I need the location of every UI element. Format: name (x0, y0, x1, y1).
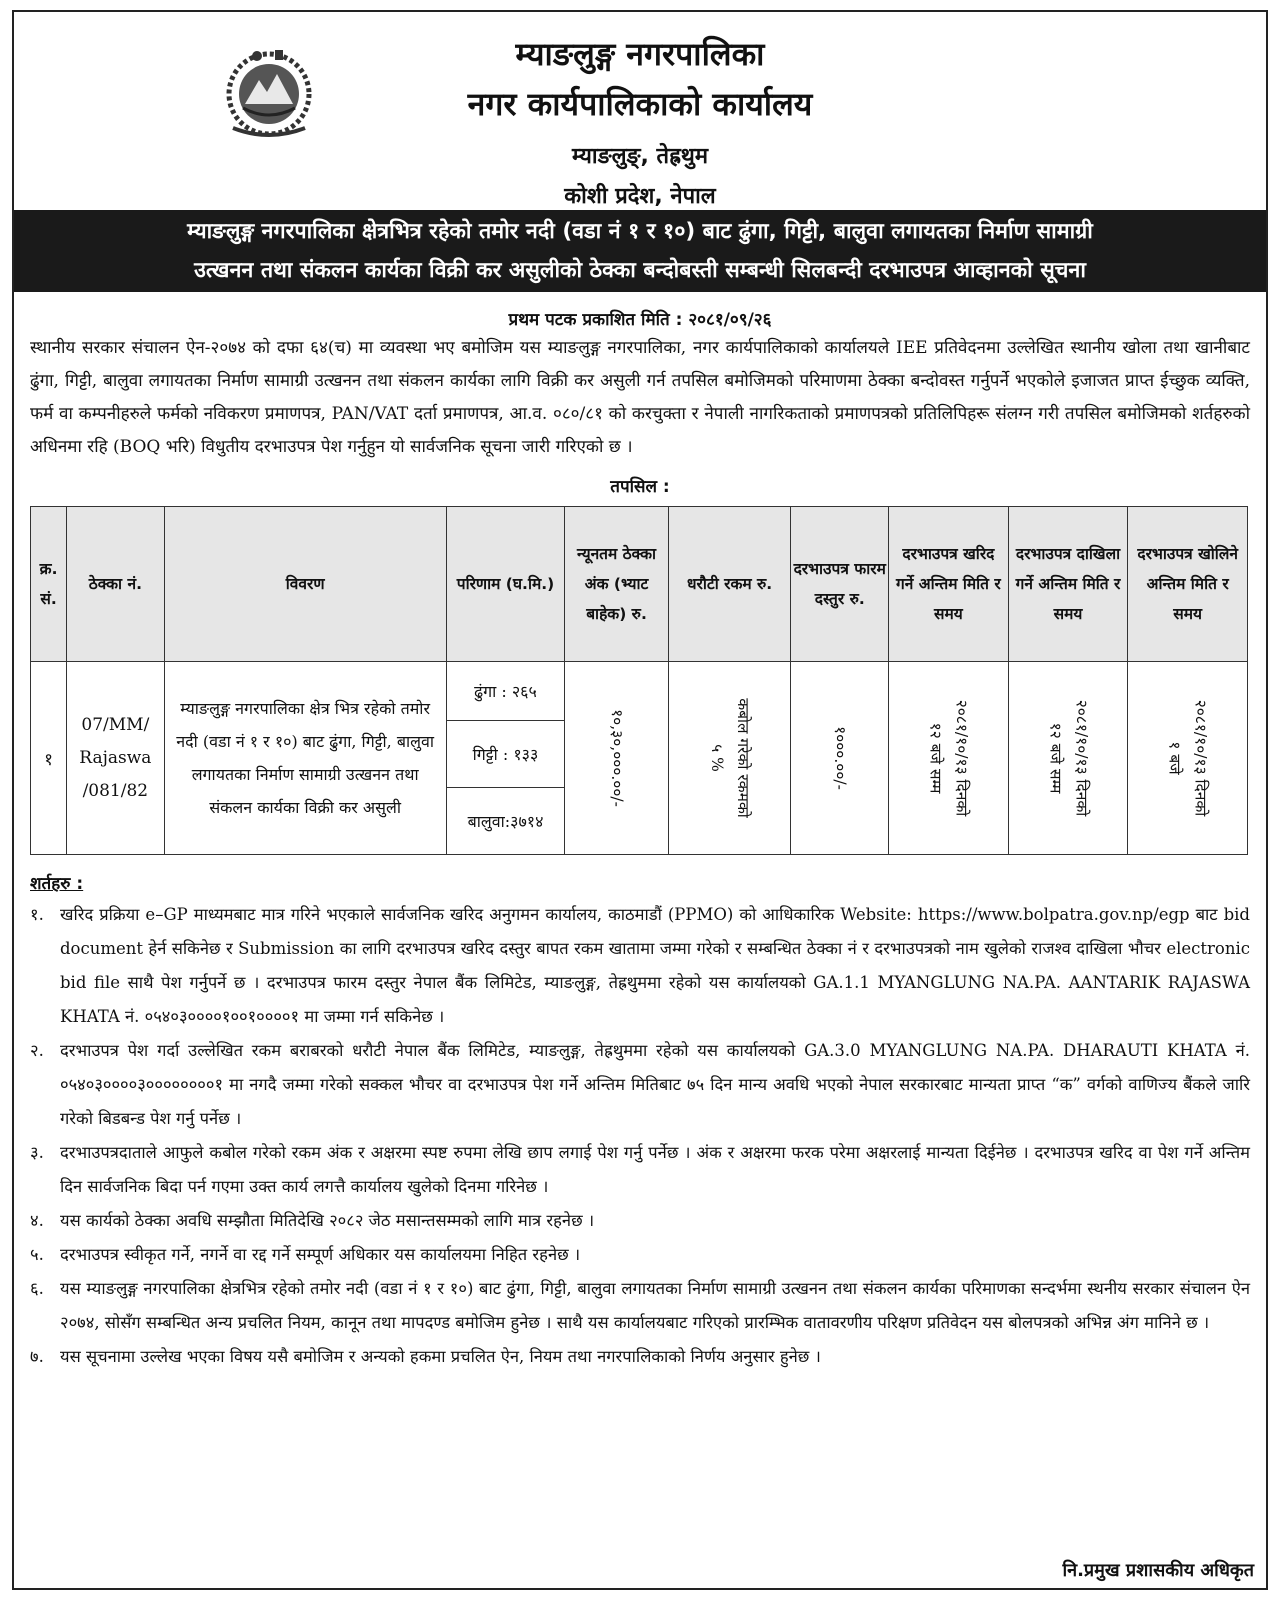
intro-paragraph: स्थानीय सरकार संचालन ऐन-२०७४ को दफा ६४(च) मा व्यवस्था भए बमोजिम यस म्याङलुङ्ग नगरपालिका, नगर कार्यपालिकाको कार्यालयले IEE प्रतिवेदनमा उल्लेखित स्थानीय खोला तथा खानीबाट ढुंगा, गिट्टी, बालुवा लगायतका निर्माण सामाग्री उत्खनन तथा संकलन कार्यका लागि विक्री कर असुली गर्न तपसिल बमोजिमको परिमाणमा ठेक्का बन्दोवस्त गर्नुपर्ने भएकोले इजाजत प्राप्त ईच्छुक व्यक्ति, फर्म वा कम्पनीहरुले फर्मको नविकरण प्रमाणपत्र, PAN/VAT दर्ता प्रमाणपत्र, आ.व. ०८०/८१ को करचुक्ता र नेपाली नागरिकताको प्रमाणपत्रको प्रतिलिपिहरू संलग्न गरी तपसिल बमोजिमको शर्तहरुको अधिनमा रहि (BOQ भरि) विधुतीय दरभाउपत्र पेश गर्नुहुन यो सार्वजनिक सूचना जारी गरिएको छ । (30, 338, 1250, 457)
term-number: १. (30, 905, 44, 924)
header-purchase-deadline: दरभाउपत्र खरिद गर्ने अन्तिम मिति र समय (889, 507, 1009, 662)
notice-page (12, 10, 1268, 1590)
cell-submit-deadline (1008, 662, 1128, 855)
list-item (30, 1272, 1250, 1340)
header-sn: क्र. सं. (31, 507, 67, 662)
office-subtitle: नगर कार्यपालिकाको कार्यालय (467, 85, 813, 123)
cell-description: म्याङलुङ्ग नगरपालिका क्षेत्र भित्र रहेको तमोर नदी (वडा नं १ र १०) बाट ढुंगा, गिट्टी, बालुवा लगायतका निर्माण सामाग्री उत्खनन तथा संकलन कार्यका विक्री कर असुली (164, 662, 446, 855)
header-form-fee: दरभाउपत्र फारम दस्तुर रु. (791, 507, 889, 662)
list-item (30, 1238, 1250, 1272)
term-text: दरभाउपत्र पेश गर्दा उल्लेखित रकम बराबरको धरौटी नेपाल बैंक लिमिटेड, म्याङलुङ्ग, तेह्रथुममा रहेको यस कार्यालयको GA.3.0 MYANGLUNG NA.PA. DHARAUTI KHATA नं. ०५४०३००००३००००००००१ मा नगदै जम्मा गरेको सक्कल भौचर वा दरभाउपत्र पेश गर्ने अन्तिम मितिबाट ७५ दिन मान्य अवधि भएको नेपाल सरकारबाट मान्यता प्राप्त “क” वर्गको वाणिज्य बैंकले जारि गरेको बिडबन्ड पेश गर्नु पर्नेछ । (60, 1041, 1250, 1128)
header-open-date: दरभाउपत्र खोलिने अन्तिम मिति र समय (1128, 507, 1248, 662)
letterhead (14, 12, 1266, 210)
cell-min-amount (565, 662, 669, 855)
term-number: ३. (30, 1143, 44, 1162)
list-item (30, 1204, 1250, 1238)
cell-quantity-stone: ढुंगा : २६५ (446, 662, 564, 721)
list-item (30, 898, 1250, 1034)
cell-quantity-gravel: गिट्टी : १३३ (446, 721, 564, 788)
open-date-text (1162, 700, 1214, 817)
header-deposit: धरौटी रकम रु. (668, 507, 791, 662)
header-contract-no: ठेक्का नं. (67, 507, 164, 662)
bid-table (30, 506, 1248, 855)
term-text: खरिद प्रक्रिया e–GP माध्यमबाट मात्र गरिने भएकाले सार्वजनिक खरिद अनुगमन कार्यालय, काठमाडौं (PPMO) को आधिकारिक Website: https://www.bolpatra.gov.np/egp बाट bid document हेर्न सकिनेछ र Submission का लागि दरभाउपत्र खरिद दस्तुर बापत रकम खातामा जम्मा गरेको र सम्बन्धित ठेक्का नं र दरभाउपत्रको नाम खुलेको राजश्व दाखिला भौचर electronic bid file साथै पेश गर्नुपर्ने छ । दरभाउपत्र फारम दस्तुर नेपाल बैंक लिमिटेड, म्याङलुङ्ग, तेह्रथुममा रहेको यस कार्यालयको GA.1.1 MYANGLUNG NA.PA. AANTARIK RAJASWA KHATA नं. ०५४०३००००१००१००००१ मा जम्मा गर्न सकिनेछ । (60, 905, 1250, 1026)
term-text: यस सूचनामा उल्लेख भएका विषय यसै बमोजिम र अन्यको हकमा प्रचलित ऐन, नियम तथा नगरपालिकाको निर्णय अनुसार हुनेछ । (60, 1347, 821, 1366)
cell-purchase-deadline (889, 662, 1009, 855)
notice-title-line-2: उत्खनन तथा संकलन कार्यका विक्री कर असुलीको ठेक्का बन्दोबस्ती सम्बन्धी सिलबन्दी दरभाउपत्र आव्हानको सूचना (194, 258, 1086, 283)
term-text: दरभाउपत्र स्वीकृत गर्ने, नगर्ने वा रद्द गर्ने सम्पूर्ण अधिकार यस कार्यालयमा निहित रहनेछ । (60, 1245, 581, 1264)
submit-line-2: १२ बजे सम्म (1046, 722, 1065, 794)
header-min-amount: न्यूनतम ठेक्का अंक (भ्याट बाहेक) रु. (565, 507, 669, 662)
term-number: ७. (30, 1347, 44, 1366)
term-number: ५. (30, 1245, 44, 1264)
header-description: विवरण (164, 507, 446, 662)
cell-contract-no: 07/MM/ Rajaswa /081/82 (67, 662, 164, 855)
submit-deadline-text (1042, 700, 1094, 817)
cell-form-fee (791, 662, 889, 855)
notice-title-banner (14, 210, 1266, 292)
deposit-text (704, 698, 756, 818)
notice-title-line-1: म्याङलुङ्ग नगरपालिका क्षेत्रभित्र रहेको तमोर नदी (वडा नं १ र १०) बाट ढुंगा, गिट्टी, बालुवा लगायतका निर्माण सामाग्री (187, 219, 1093, 244)
terms-heading: शर्तहरु : (30, 874, 84, 894)
office-province: कोशी प्रदेश, नेपाल (564, 184, 716, 209)
term-text: यस कार्यको ठेक्का अवधि सम्झौता मितिदेखि २०८२ जेठ मसान्तसम्मको लागि मात्र रहनेछ । (60, 1211, 595, 1230)
term-text: दरभाउपत्रदाताले आफुले कबोल गरेको रकम अंक र अक्षरमा स्पष्ट रुपमा लेखि छाप लगाई पेश गर्नु पर्नेछ । अंक र अक्षरमा फरक परेमा अक्षरलाई मान्यता दिईनेछ । दरभाउपत्र खरिद वा पेश गर्ने अन्तिम दिन सार्वजनिक बिदा पर्न गएमा उक्त कार्य लगत्तै कार्यालय खुलेको दिनमा गरिनेछ । (60, 1143, 1250, 1196)
terms-list (30, 898, 1250, 1374)
list-item (30, 1034, 1250, 1136)
submit-line-1: २०८१/१०/१३ दिनको (1072, 699, 1091, 817)
purchase-line-1: २०८१/१०/१३ दिनको (952, 699, 971, 817)
office-location: म्याङलुङ्, तेह्रथुम (571, 144, 708, 169)
table-header-row (31, 507, 1248, 662)
list-item (30, 1136, 1250, 1204)
schedule-heading: तपसिल : (610, 477, 670, 497)
term-number: २. (30, 1041, 44, 1060)
header-submit-deadline: दरभाउपत्र दाखिला गर्ने अन्तिम मिति र समय (1008, 507, 1128, 662)
table-row (31, 662, 1248, 721)
header-quantity: परिणाम (घ.मि.) (446, 507, 564, 662)
cell-deposit (668, 662, 791, 855)
open-line-1: २०८१/१०/१३ दिनको (1191, 699, 1210, 817)
purchase-line-2: १२ बजे सम्म (926, 722, 945, 794)
office-name: म्याङलुङ्ग नगरपालिका (515, 35, 765, 73)
list-item (30, 1340, 1250, 1374)
open-line-2: १ बजे (1165, 741, 1184, 775)
signatory-title: नि.प्रमुख प्रशासकीय अधिकृत (1062, 1560, 1254, 1581)
term-text: यस म्याङलुङ्ग नगरपालिका क्षेत्रभित्र रहेको तमोर नदी (वडा नं १ र १०) बाट ढुंगा, गिट्टी, बालुवा लगायतका निर्माण सामाग्री उत्खनन तथा संकलन कार्यका परिमाणका सन्दर्भमा स्थनीय सरकार संचालन ऐन २०७४, सोसँग सम्बन्धित अन्य प्रचलित नियम, कानून तथा मापदण्ड बमोजिम हुनेछ । साथै यस कार्यालयबाट गरिएको प्रारम्भिक वातावरणीय परिक्षण प्रतिवेदन यस बोलपत्रको अभिन्न अंग मानिने छ । (60, 1279, 1250, 1332)
purchase-deadline-text (922, 700, 974, 817)
min-amount-text: १०,३०,०००.००/- (607, 709, 626, 807)
deposit-line-1: कबोल गरेको रकमको (733, 698, 752, 818)
cell-quantity-sand: बालुवा:३७१४ (446, 788, 564, 855)
publication-date: प्रथम पटक प्रकाशित मिति : २०८१/०९/२६ (508, 310, 772, 330)
term-number: ६. (30, 1279, 44, 1298)
term-number: ४. (30, 1211, 44, 1230)
deposit-line-2: ५ % (707, 744, 726, 772)
cell-sn: १ (31, 662, 67, 855)
cell-open-date (1128, 662, 1248, 855)
form-fee-text: १०००.००/- (830, 726, 849, 790)
